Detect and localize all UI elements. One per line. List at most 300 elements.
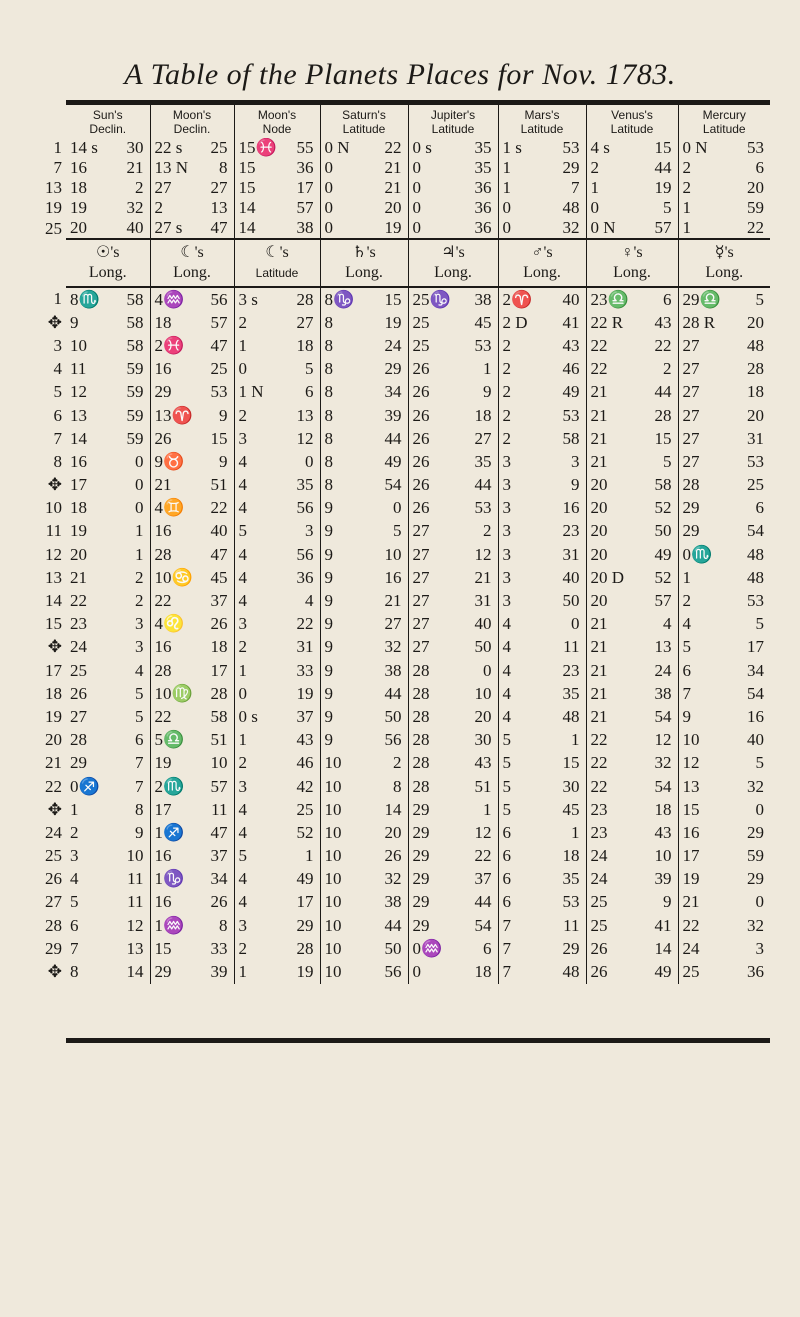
cell-value	[321, 892, 404, 912]
cell-value	[151, 962, 230, 982]
table-row	[66, 311, 770, 334]
cell-degrees: 29	[412, 869, 430, 889]
cell-degrees: 15	[682, 799, 700, 819]
table-cell	[678, 566, 770, 589]
table-row	[66, 198, 770, 218]
cell-minutes: 25	[210, 138, 228, 157]
table-cell	[150, 775, 234, 798]
table-cell	[498, 218, 586, 239]
cell-value	[587, 846, 674, 866]
cell-degrees: 16	[154, 892, 172, 912]
table-row	[66, 427, 770, 450]
table-cell	[66, 845, 150, 868]
cell-value	[66, 475, 146, 495]
table-cell	[320, 497, 408, 520]
cell-value	[679, 158, 767, 178]
cell-minutes: 19	[384, 312, 402, 332]
column-header	[234, 239, 320, 287]
cell-value	[679, 138, 767, 158]
table-cell	[586, 868, 678, 891]
cell-degrees: 2	[590, 158, 599, 177]
cell-degrees: 29	[70, 753, 87, 773]
table-cell	[66, 158, 150, 178]
cell-degrees: 22	[590, 776, 608, 796]
cell-degrees: 25	[590, 892, 608, 912]
table-cell	[498, 821, 586, 844]
cell-minutes: 44	[474, 892, 492, 912]
cell-value	[321, 382, 404, 402]
cell-value	[679, 218, 767, 238]
cell-minutes: 43	[562, 335, 580, 355]
cell-degrees: 29	[412, 846, 430, 866]
column-header-line2: Declin.	[173, 122, 211, 136]
cell-minutes: 35	[474, 138, 492, 157]
table-cell	[320, 543, 408, 566]
cell-value	[679, 178, 767, 198]
cell-value	[66, 869, 146, 889]
cell-degrees: 21	[590, 405, 608, 425]
table-cell	[150, 520, 234, 543]
table-row	[66, 287, 770, 311]
table-cell	[498, 589, 586, 612]
table-row	[66, 543, 770, 566]
cell-degrees: 3	[238, 614, 247, 634]
cell-minutes: 46	[562, 359, 580, 379]
table-row	[66, 178, 770, 198]
table-cell	[498, 543, 586, 566]
cell-value	[679, 568, 767, 588]
cell-value	[151, 707, 230, 727]
table-cell	[320, 198, 408, 218]
cell-value	[409, 707, 494, 727]
table-cell	[498, 891, 586, 914]
cell-value	[151, 138, 230, 158]
column-header-sub: Latitude	[255, 266, 299, 280]
cell-minutes: 5	[135, 683, 144, 703]
table-cell	[498, 659, 586, 682]
cell-minutes: 32	[384, 869, 402, 889]
cell-value	[235, 892, 316, 912]
table-cell	[66, 914, 150, 937]
cell-minutes: 34	[384, 382, 402, 402]
cell-minutes: 44	[384, 428, 402, 448]
day-label: ✥	[47, 475, 62, 495]
table-cell	[408, 287, 498, 311]
cell-degrees: 9	[324, 498, 333, 518]
cell-minutes: 36	[474, 198, 492, 217]
cell-minutes: 26	[210, 892, 228, 912]
cell-minutes: 38	[296, 218, 314, 237]
cell-value	[321, 684, 404, 704]
table-row	[66, 474, 770, 497]
cell-minutes: 50	[384, 938, 402, 958]
day-label: 7	[53, 428, 62, 448]
cell-minutes: 39	[654, 869, 672, 889]
cell-degrees: 21	[154, 475, 172, 495]
cell-value	[151, 178, 230, 198]
cell-minutes: 56	[296, 544, 314, 564]
cell-minutes: 8	[135, 799, 144, 819]
table-cell	[150, 334, 234, 357]
cell-degrees: 14	[238, 218, 256, 237]
cell-minutes: 45	[474, 312, 492, 332]
cell-minutes: 36	[296, 567, 314, 587]
cell-degrees: 2	[502, 405, 511, 425]
cell-minutes: 0	[393, 498, 402, 518]
cell-minutes: 2	[663, 359, 672, 379]
cell-degrees: 25	[412, 312, 430, 332]
table-row	[66, 752, 770, 775]
table-cell	[150, 729, 234, 752]
cell-minutes: 31	[562, 544, 580, 564]
cell-value	[66, 521, 146, 541]
table-cell	[66, 937, 150, 960]
table-cell	[320, 218, 408, 239]
cell-degrees: 24	[590, 869, 608, 889]
cell-value	[679, 359, 767, 379]
cell-minutes: 37	[210, 591, 228, 611]
table-cell	[498, 311, 586, 334]
cell-value	[66, 406, 146, 426]
table-cell	[586, 474, 678, 497]
table-cell	[408, 752, 498, 775]
cell-value	[409, 661, 494, 681]
cell-degrees: 10	[324, 915, 342, 935]
table-cell	[408, 659, 498, 682]
cell-minutes: 1	[483, 359, 492, 379]
column-header-line2: Declin.	[89, 122, 127, 136]
cell-value	[235, 158, 316, 178]
cell-minutes: 50	[474, 637, 492, 657]
cell-minutes: 38	[654, 683, 672, 703]
table-row	[66, 381, 770, 404]
cell-minutes: 50	[654, 521, 672, 541]
cell-value	[499, 218, 582, 238]
cell-value	[321, 823, 404, 843]
table-cell	[66, 729, 150, 752]
cell-value	[235, 823, 316, 843]
cell-degrees: 9	[324, 683, 333, 703]
cell-value	[679, 730, 767, 750]
cell-minutes: 18	[747, 382, 764, 402]
cell-degrees: 22	[590, 730, 608, 750]
cell-degrees: 21	[590, 637, 608, 657]
cell-degrees: 1	[590, 178, 599, 197]
day-label: 15	[45, 614, 62, 634]
table-cell	[150, 613, 234, 636]
table-cell	[320, 705, 408, 728]
cell-value	[409, 452, 494, 472]
table-cell	[320, 914, 408, 937]
table-cell	[408, 178, 498, 198]
table-cell	[408, 198, 498, 218]
table-cell	[408, 450, 498, 473]
column-header	[320, 239, 408, 287]
cell-minutes: 45	[562, 799, 580, 819]
table-cell	[150, 821, 234, 844]
cell-degrees: 2	[502, 382, 511, 402]
cell-minutes: 48	[747, 335, 764, 355]
cell-value	[587, 823, 674, 843]
table-cell	[678, 543, 770, 566]
cell-minutes: 49	[296, 869, 314, 889]
cell-minutes: 2	[393, 753, 402, 773]
table-cell	[150, 659, 234, 682]
table-cell	[150, 138, 234, 158]
cell-degrees: 23	[70, 614, 87, 634]
cell-value	[499, 406, 582, 426]
cell-value	[151, 521, 230, 541]
table-cell	[66, 891, 150, 914]
cell-degrees: 1	[238, 730, 247, 750]
table-cell	[234, 960, 320, 983]
cell-minutes: 47	[210, 218, 228, 237]
table-cell	[678, 845, 770, 868]
cell-value	[66, 661, 146, 681]
cell-minutes: 48	[562, 962, 580, 982]
cell-degrees: 3	[502, 591, 511, 611]
cell-degrees: 4♊	[154, 498, 185, 518]
cell-degrees: 4	[238, 822, 247, 842]
cell-value	[151, 452, 230, 472]
cell-value	[235, 753, 316, 773]
cell-minutes: 10	[210, 753, 228, 773]
cell-degrees: 1 s	[502, 138, 522, 157]
cell-value	[679, 892, 767, 912]
cell-value	[321, 521, 404, 541]
cell-minutes: 22	[296, 614, 314, 634]
cell-value	[321, 707, 404, 727]
table-cell	[678, 218, 770, 239]
cell-value	[409, 800, 494, 820]
column-header	[66, 105, 150, 138]
cell-value	[587, 684, 674, 704]
day-label: 4	[53, 359, 62, 379]
cell-degrees: 13♈	[154, 405, 193, 425]
cell-degrees: 21	[70, 567, 87, 587]
cell-degrees: 3	[502, 498, 511, 518]
cell-degrees: 1	[682, 198, 691, 217]
table-cell	[678, 868, 770, 891]
cell-minutes: 47	[210, 335, 228, 355]
cell-value	[151, 545, 230, 565]
table-cell	[66, 636, 150, 659]
table-cell	[408, 311, 498, 334]
cell-minutes: 1	[305, 846, 314, 866]
cell-degrees: 22	[590, 359, 608, 379]
cell-value	[151, 313, 230, 333]
cell-value	[66, 892, 146, 912]
table-cell	[234, 497, 320, 520]
cell-minutes: 32	[654, 753, 672, 773]
cell-degrees: 14 s	[70, 138, 98, 157]
cell-minutes: 13	[210, 198, 228, 217]
cell-value	[499, 637, 582, 657]
cell-value	[235, 313, 316, 333]
cell-degrees: 4 s	[590, 138, 610, 157]
column-header-sub: Long.	[434, 264, 472, 281]
table-cell	[320, 937, 408, 960]
table-cell	[586, 960, 678, 983]
day-label: 21	[45, 753, 62, 773]
cell-value	[151, 406, 230, 426]
day-label: 17	[45, 660, 62, 680]
table-cell	[408, 821, 498, 844]
cell-value	[409, 218, 494, 238]
cell-degrees: 16	[682, 822, 700, 842]
cell-degrees: 6	[502, 822, 511, 842]
cell-degrees: 0 N	[324, 138, 350, 157]
cell-degrees: 28	[412, 776, 430, 796]
day-label: 8	[53, 451, 62, 471]
table-cell	[498, 845, 586, 868]
cell-value	[151, 614, 230, 634]
cell-minutes: 26	[384, 846, 402, 866]
cell-degrees: 25	[70, 660, 87, 680]
cell-value	[151, 730, 230, 750]
cell-minutes: 6	[305, 382, 314, 402]
table-cell	[408, 960, 498, 983]
cell-minutes: 53	[474, 335, 492, 355]
cell-degrees: 1♒	[154, 915, 185, 935]
cell-degrees: 28	[412, 730, 430, 750]
cell-value	[235, 707, 316, 727]
cell-degrees: 10	[682, 730, 700, 750]
cell-value	[499, 198, 582, 218]
cell-minutes: 18	[474, 405, 492, 425]
cell-value	[679, 637, 767, 657]
cell-value	[151, 661, 230, 681]
cell-degrees: 17	[154, 799, 172, 819]
cell-value	[679, 869, 767, 889]
cell-value	[409, 521, 494, 541]
table-cell	[234, 311, 320, 334]
cell-value	[66, 846, 146, 866]
cell-degrees: 26	[412, 359, 430, 379]
table-cell	[234, 821, 320, 844]
cell-value	[587, 498, 674, 518]
column-header-line2: Latitude	[342, 122, 386, 136]
column-header-line1: Mars's	[524, 108, 560, 122]
cell-minutes: 20	[384, 198, 402, 217]
table-cell	[586, 218, 678, 239]
cell-minutes: 5	[663, 198, 672, 217]
cell-minutes: 11	[127, 869, 144, 889]
cell-degrees: 2	[502, 359, 511, 379]
cell-value	[321, 359, 404, 379]
cell-value	[321, 452, 404, 472]
cell-degrees: 2	[682, 591, 691, 611]
cell-minutes: 18	[210, 637, 228, 657]
cell-degrees: 0	[412, 962, 421, 982]
cell-degrees: 0♐	[70, 776, 100, 796]
cell-minutes: 15	[562, 753, 580, 773]
cell-minutes: 9	[219, 405, 228, 425]
table-cell	[234, 636, 320, 659]
cell-degrees: 16	[154, 846, 172, 866]
cell-degrees: 0	[324, 178, 333, 197]
cell-degrees: 29	[154, 382, 172, 402]
cell-degrees: 21	[590, 614, 608, 634]
table-cell	[408, 358, 498, 381]
cell-degrees: 4	[502, 683, 511, 703]
cell-value	[235, 962, 316, 982]
day-label: ✥	[47, 799, 62, 819]
cell-minutes: 40	[562, 567, 580, 587]
cell-minutes: 22	[210, 498, 228, 518]
cell-minutes: 35	[474, 158, 492, 177]
cell-minutes: 19	[384, 218, 402, 237]
table-cell	[408, 404, 498, 427]
cell-minutes: 58	[654, 475, 672, 495]
cell-degrees: 22 s	[154, 138, 183, 157]
cell-degrees: 5	[502, 776, 511, 796]
cell-value	[321, 336, 404, 356]
cell-degrees: 5♎	[154, 730, 185, 750]
cell-degrees: 3	[70, 846, 79, 866]
cell-degrees: 3	[502, 521, 511, 541]
cell-degrees: 4	[502, 660, 511, 680]
cell-minutes: 5	[393, 521, 402, 541]
cell-minutes: 7	[135, 753, 144, 773]
column-header	[678, 105, 770, 138]
table-cell	[234, 705, 320, 728]
cell-minutes: 5	[755, 614, 764, 634]
cell-value	[499, 591, 582, 611]
table-cell	[66, 450, 150, 473]
table-cell	[408, 705, 498, 728]
cell-value	[679, 452, 767, 472]
planet-symbol: ♃'s	[441, 244, 465, 261]
cell-value	[409, 336, 494, 356]
cell-value	[679, 545, 767, 565]
cell-value	[235, 684, 316, 704]
cell-value	[587, 452, 674, 472]
cell-value	[587, 568, 674, 588]
cell-degrees: 1	[502, 178, 511, 197]
cell-minutes: 43	[474, 753, 492, 773]
cell-degrees: 9	[70, 312, 79, 332]
cell-value	[321, 178, 404, 198]
cell-degrees: 8	[324, 312, 333, 332]
cell-degrees: 4	[238, 567, 247, 587]
column-header	[234, 105, 320, 138]
table-cell	[498, 450, 586, 473]
cell-value	[587, 869, 674, 889]
cell-degrees: 5	[502, 730, 511, 750]
cell-minutes: 32	[126, 198, 144, 217]
cell-degrees: 14	[238, 198, 256, 217]
cell-value	[499, 846, 582, 866]
cell-minutes: 7	[135, 776, 144, 796]
table-cell	[320, 821, 408, 844]
table-cell	[586, 427, 678, 450]
cell-degrees: 27	[682, 335, 700, 355]
cell-minutes: 49	[654, 962, 672, 982]
cell-minutes: 58	[126, 289, 144, 309]
table-cell	[678, 775, 770, 798]
table-cell	[234, 404, 320, 427]
cell-minutes: 15	[210, 428, 228, 448]
cell-minutes: 52	[654, 498, 672, 518]
cell-value	[409, 178, 494, 198]
cell-minutes: 32	[747, 776, 764, 796]
cell-minutes: 40	[474, 614, 492, 634]
cell-minutes: 11	[563, 637, 580, 657]
cell-minutes: 25	[747, 475, 764, 495]
table-row	[66, 450, 770, 473]
cell-value	[235, 939, 316, 959]
